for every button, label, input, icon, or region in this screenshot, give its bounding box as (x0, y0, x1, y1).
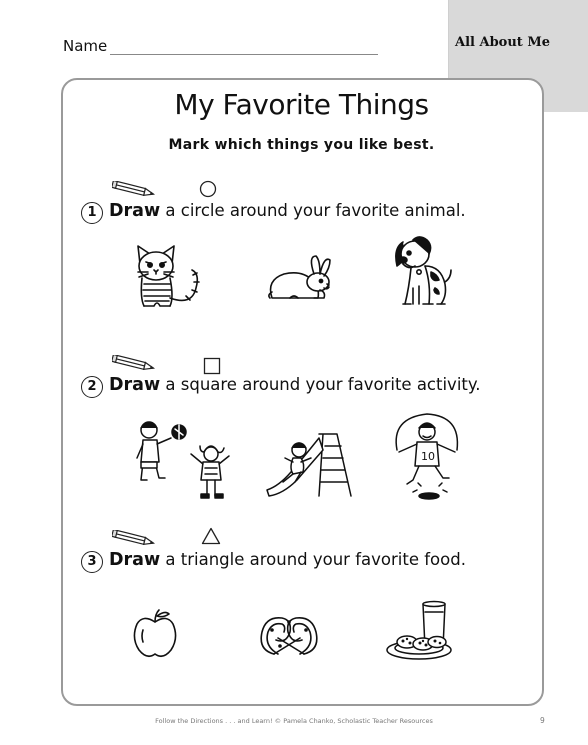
milk-cookies-icon[interactable] (385, 600, 457, 664)
cat-icon[interactable] (130, 240, 212, 312)
name-field[interactable] (110, 54, 378, 55)
circle-icon (199, 180, 217, 198)
instruction-text: a square around your favorite activity. (165, 375, 481, 394)
question-number: 1 (81, 202, 103, 224)
section-tab-label: All About Me (455, 35, 550, 50)
instruction-text: a triangle around your favorite food. (165, 550, 466, 569)
pretzel-icon[interactable] (258, 610, 320, 658)
footer-credit: Follow the Directions . . . and Learn! © Pamela Chanko, Scholastic Teacher Resources (155, 717, 433, 725)
question-1-instruction (109, 201, 466, 221)
question-3-instruction (109, 550, 466, 570)
dog-icon[interactable] (389, 232, 453, 312)
pencil-icon (112, 355, 158, 371)
svg-text:10: 10 (421, 450, 435, 463)
pencil-icon (112, 530, 158, 546)
question-number: 2 (81, 376, 103, 398)
slide-icon[interactable] (263, 428, 355, 502)
apple-icon[interactable] (131, 608, 179, 660)
triangle-icon (201, 527, 221, 545)
ball-play-icon[interactable] (133, 418, 237, 504)
page-number: 9 (540, 716, 545, 725)
jump-rope-icon[interactable] (389, 410, 467, 504)
bunny-icon[interactable] (264, 252, 340, 306)
question-number: 3 (81, 551, 103, 573)
page-title: My Favorite Things (174, 88, 429, 121)
instruction-text: a circle around your favorite animal. (165, 201, 466, 220)
instruction-verb: Draw (109, 201, 161, 221)
question-2-instruction (109, 375, 481, 395)
instruction-verb: Draw (109, 550, 161, 570)
page-subtitle: Mark which things you like best. (168, 137, 435, 153)
instruction-verb: Draw (109, 375, 161, 395)
name-label: Name (63, 37, 108, 55)
pencil-icon (112, 181, 158, 197)
square-icon (203, 357, 221, 375)
